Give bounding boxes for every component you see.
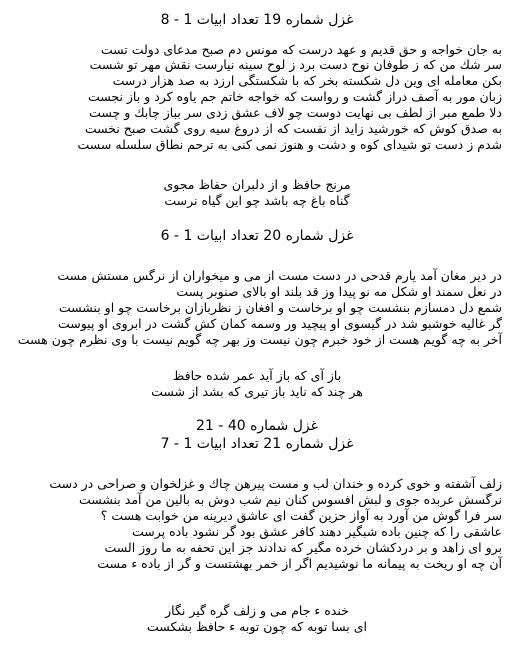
verse-line: شدم ز دست تو شيداى كوه و دشت و هنوز نمى كنى به ترحم نطاق سلسله سست (77, 137, 502, 152)
closing-verse: اى بسا توبه كه چون توبه ء حافظ بشكست (147, 619, 367, 634)
poem-heading-20: غزل شماره 20 تعداد ابيات 1 - 6 (160, 228, 354, 244)
verse-line: آخر به چه گويم هست از خود خبرم چون نيست وز بهر چه گويم نيست با وى نظرم چون هست (17, 332, 502, 347)
verse-line: گر غاليه خوشبو شد در گيسوى او پيچيد ور وسمه كمان كش گشت در ابروى او پيوست (57, 316, 502, 331)
verse-line: به جان خواجه و حق قديم و عهد درست كه مونس دم صبح مدعاى دولت تست (100, 42, 502, 57)
closing-verse: گناه باغ چه باشد چو اين گياه نرست (164, 193, 350, 208)
verse-line: نرگسش عربده جوى و لبش افسوس كنان نيم شب دوش به بالين من آمد بنشست (78, 492, 502, 507)
poem-heading-19: غزل شماره 19 تعداد ابيات 1 - 8 (160, 12, 354, 28)
verse-line: زبان مور به آصف دراز گشت و رواست كه خواجه خاتم جم ياوه كرد و باز نجست (87, 89, 502, 104)
verse-line: در نعل سمند او شكل مه نو پيدا وز قد بلند او بالاى صنوبر پست (176, 284, 502, 299)
verse-line: آن چه او ريخت به پيمانه ما نوشيديم اگر از خمر بهشتست و گر از باده ء مست (97, 556, 502, 571)
verse-line: سر شك من كه ز طوفان نوح دست برد ز لوح سينه نيارست نقش مهر تو شست (89, 57, 502, 72)
poem-heading-21: غزل شماره 21 تعداد ابيات 1 - 7 (160, 436, 354, 452)
verse-line: به صدق كوش كه خورشيد زايد از نفست كه از دروغ سيه روى گشت صبح نخست (84, 121, 502, 136)
verse-line: در دير مغان آمد يارم قدحى در دست مست از مى و ميخواران از نرگس مستش مست (57, 268, 502, 283)
verse-line: برو اى زاهد و بر دردكشان خرده مگير كه ندادند جز اين تحفه به ما روز الست (104, 540, 502, 555)
verse-line: عاشقى را كه چنين باده شبگير دهند كافر عشق بود گر نشود باده پرست (132, 524, 502, 539)
verse-line: بكن معامله اى وين دل شكسته بخر كه با شكستگى ارزد به صد هزار درست (112, 73, 502, 88)
closing-verse: باز آى كه باز آيد عمر شده حافظ (172, 368, 342, 383)
verse-line: سر فرا گوش من آورد به آواز حزين گفت اى عاشق ديرينه من خوابت هست ؟ (100, 508, 502, 523)
poem-heading-range: غزل شماره 40 - 21 (196, 418, 318, 434)
closing-verse: مرنج حافظ و از دلبران حفاظ مجوى (163, 177, 351, 192)
closing-verse: هر چند كه نايد باز تيرى كه بشد از شست (151, 384, 363, 399)
verse-line: زلف آشفته و خوى كرده و خندان لب و مست پيرهن چاك و غزلخوان و صراحى در دست (49, 476, 502, 491)
verse-line: شمع دل دمسازم بنشست چو او برخاست و افغان ز نظربازان برخاست چو او بنشست (58, 300, 502, 315)
verse-line: دلا طمع مبر از لطف بى نهايت دوست چو لاف عشق زدى سر بباز چابك و چست (89, 105, 502, 120)
closing-verse: خنده ء جام مى و زلف گره گير نگار (165, 603, 349, 618)
